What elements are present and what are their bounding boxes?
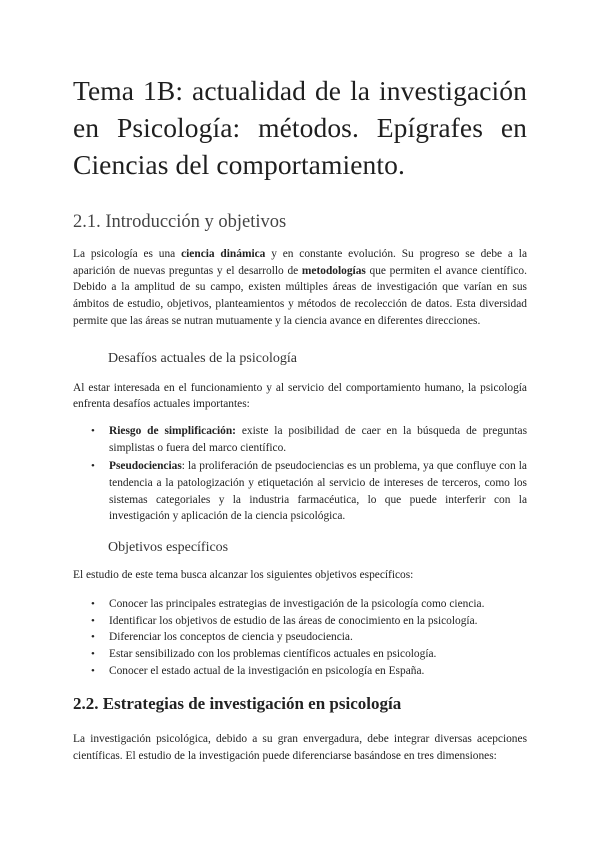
intro-text-2: y en constante evolución. Su progreso se debe a la aparición de nuevas preguntas y el desarrollo de (73, 248, 528, 277)
list-item (73, 458, 527, 525)
list-item-text: : la proliferación de pseudociencias es un problema, ya que confluye con la tendencia a la patologización y etiquetación al servicio de intereses de terceros, como los sistemas categoriales y la industria farmacéutica, lo que puede interferir con la investigación y aplicación de la ciencia psicológica. (109, 460, 527, 523)
objectives-lead-paragraph: El estudio de este tema busca alcanzar los siguientes objetivos específicos: (73, 569, 414, 582)
list-item: • Estar sensibilizado con los problemas científicos actuales en psicología. (73, 646, 527, 663)
intro-text-1: La psicología es una (73, 248, 182, 260)
strategies-intro-paragraph: La investigación psicológica, debido a su gran envergadura, debe integrar diversas acepciones científicas. El estudio de la investigación puede diferenciarse basándose en tres dimensiones: (73, 733, 527, 763)
list-item-term: Pseudociencias (109, 460, 182, 473)
list-item: • Conocer el estado actual de la investigación en psicología en España. (73, 663, 527, 680)
intro-text-3: que permiten el avance científico. Debido a la amplitud de su campo, existen múltiples áreas de investigación que varían en sus ámbitos de estudio, objetivos, planteamientos y métodos de recolección de datos. Esta diversidad permite que las áreas se nutran mutuamente y la ciencia avance en diferentes direcciones. (73, 264, 527, 327)
list-item-text: existe la posibilidad de caer en la búsqueda de preguntas simplistas o fuera del marco científico. (109, 424, 527, 454)
document-title: Tema 1B: actualidad de la investigación en Psicología: métodos. Epígrafes en Ciencias del comportamiento. (73, 75, 527, 180)
intro-bold-metodologias: metodologías (301, 264, 366, 277)
list-item (73, 423, 527, 456)
objectives-list (73, 596, 527, 680)
list-item-term: Riesgo de simplificación: (109, 424, 236, 437)
list-item: • Identificar los objetivos de estudio de las áreas de conocimiento en la psicología. (73, 613, 527, 630)
challenges-list (73, 423, 527, 525)
subheading-objetivos: Objetivos específicos (108, 540, 229, 556)
section-heading-estrategias: 2.2. Estrategias de investigación en psicología (73, 694, 402, 714)
intro-paragraph (73, 246, 527, 330)
subheading-desafios: Desafíos actuales de la psicología (108, 350, 297, 366)
section-heading-introduccion: 2.1. Introducción y objetivos (73, 212, 287, 232)
list-item: • Conocer las principales estrategias de investigación de la psicología como ciencia. (73, 596, 527, 613)
challenges-lead-paragraph: Al estar interesada en el funcionamiento y al servicio del comportamiento humano, la psicología enfrenta desafíos actuales importantes: (73, 381, 527, 411)
list-item: • Diferenciar los conceptos de ciencia y pseudociencia. (73, 629, 527, 646)
intro-bold-ciencia-dinamica: ciencia dinámica (181, 248, 266, 260)
